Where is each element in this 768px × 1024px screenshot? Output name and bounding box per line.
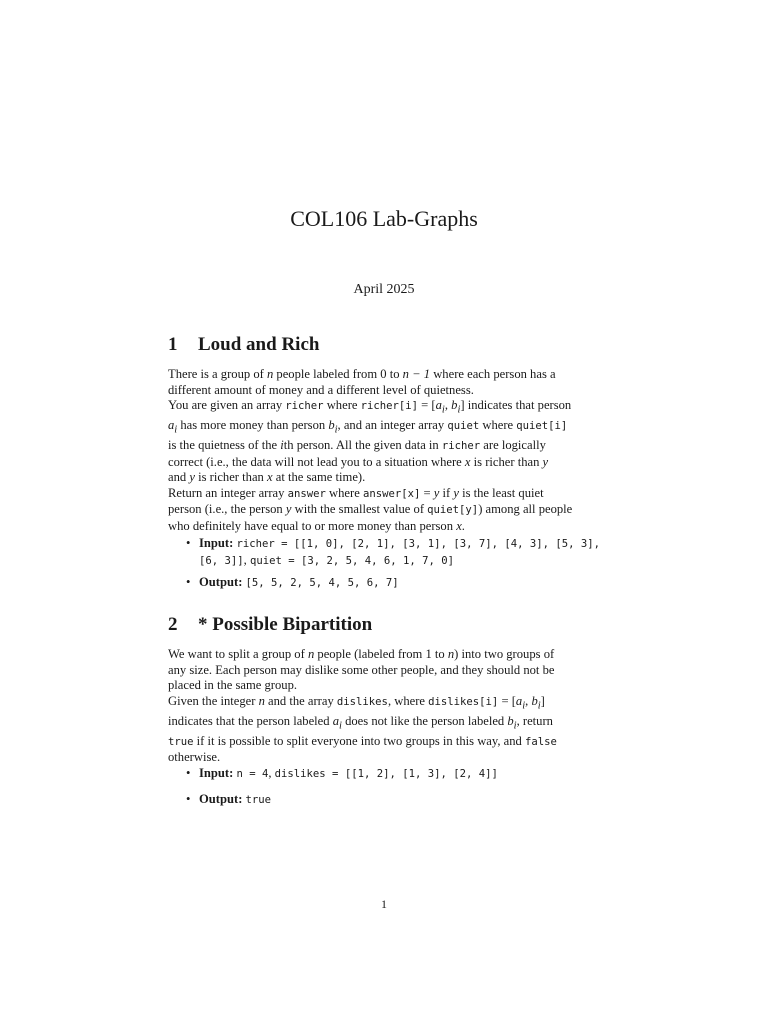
example-output (168, 792, 608, 809)
example-list (168, 766, 608, 783)
section-possible-bipartition (168, 611, 608, 639)
text-line: There is a group of n people labeled from 0 to n − 1 where each person has a (168, 367, 556, 381)
document-title: COL106 Lab-Graphs (290, 206, 478, 231)
output-label: Output: (199, 792, 243, 806)
text-line: Given the integer n and the array dislikes, where dislikes[i] = [$a_i$, $b_i$] (168, 693, 545, 712)
text-line: Return an integer array answer where answer[x] = y if y is the least quiet (168, 485, 544, 500)
input-label: Input: (199, 536, 234, 550)
output-label: Output: (199, 575, 243, 589)
bullet-icon: • (186, 536, 191, 550)
text-line: person (i.e., the person y with the smallest value of quiet[y]) among all people (168, 502, 573, 517)
example-input: • Input: richer = [[1, 0], [2, 1], [3, 1], [3, 7], [4, 3], [5, 3], [6, 3]], quiet = [3, 2, 5, 4, 6, 1, 7, 0] (186, 536, 601, 567)
section-number: 2 (168, 614, 178, 635)
section-2-output (168, 792, 608, 809)
text-line: otherwise. (168, 750, 221, 765)
input-value: n = 4 (236, 768, 269, 780)
bullet-icon: • (186, 792, 191, 806)
section-1-output (168, 575, 608, 592)
page-number: 1 (381, 897, 387, 911)
section-heading (168, 611, 608, 639)
text-line: $a_i$ has more money than person $b_i$, and an integer array quiet where quiet[i] (168, 418, 568, 436)
section-title: * Possible Bipartition (198, 614, 373, 635)
text-line: placed in the same group. (168, 678, 298, 692)
section-1-examples (168, 536, 608, 569)
bullet-icon: • (186, 766, 191, 780)
bullet-icon: • (186, 575, 191, 589)
section-2-body (168, 647, 608, 766)
problem-description (168, 647, 608, 766)
text-line: We want to split a group of n people (labeled from 1 to n) into two groups of (168, 647, 555, 661)
problem-description (168, 367, 608, 534)
text-line: and y is richer than x at the same time). (168, 470, 366, 485)
text-line: any size. Each person may dislike some other people, and they should not be (168, 662, 555, 677)
input-value: [6, 3]] (199, 554, 244, 567)
example-input: • Input: n = 4, dislikes = [[1, 2], [1, 3], [2, 4]] (186, 766, 498, 780)
input-value: richer = [[1, 0], [2, 1], [3, 1], [3, 7], [4, 3], [5, 3], (236, 538, 601, 550)
example-list (168, 575, 608, 592)
text-line: correct (i.e., the data will not lead you to a situation where x is richer than y (168, 454, 549, 469)
section-2-examples (168, 766, 608, 783)
section-loud-and-rich (168, 331, 608, 359)
section-heading (168, 331, 608, 359)
section-title: Loud and Rich (198, 334, 320, 355)
text-line: indicates that the person labeled $a_i$ does not like the person labeled $b_i$, return (168, 713, 553, 732)
example-output (168, 575, 608, 592)
input-value: quiet = [3, 2, 5, 4, 6, 1, 7, 0] (249, 554, 455, 567)
example-list (168, 792, 608, 809)
document-date: April 2025 (353, 282, 415, 297)
text-line: true if it is possible to split everyone into two groups in this way, and false (168, 733, 557, 748)
section-number: 1 (168, 334, 178, 355)
input-value: dislikes = [[1, 2], [1, 3], [2, 4]] (274, 768, 498, 780)
output-value: [5, 5, 2, 5, 4, 5, 6, 7] (245, 577, 399, 589)
example-list (168, 536, 608, 569)
text-line: different amount of money and a different level of quietness. (168, 382, 474, 397)
text-line: who definitely have equal to or more money than person x. (168, 518, 465, 533)
text-line: You are given an array richer where richer[i] = [$a_i$, $b_i$] indicates that person (168, 398, 572, 416)
text-line: is the quietness of the ith person. All the given data in richer are logically (168, 438, 546, 453)
output-value: true (245, 794, 272, 806)
section-1-body (168, 367, 608, 534)
input-label: Input: (199, 766, 234, 780)
